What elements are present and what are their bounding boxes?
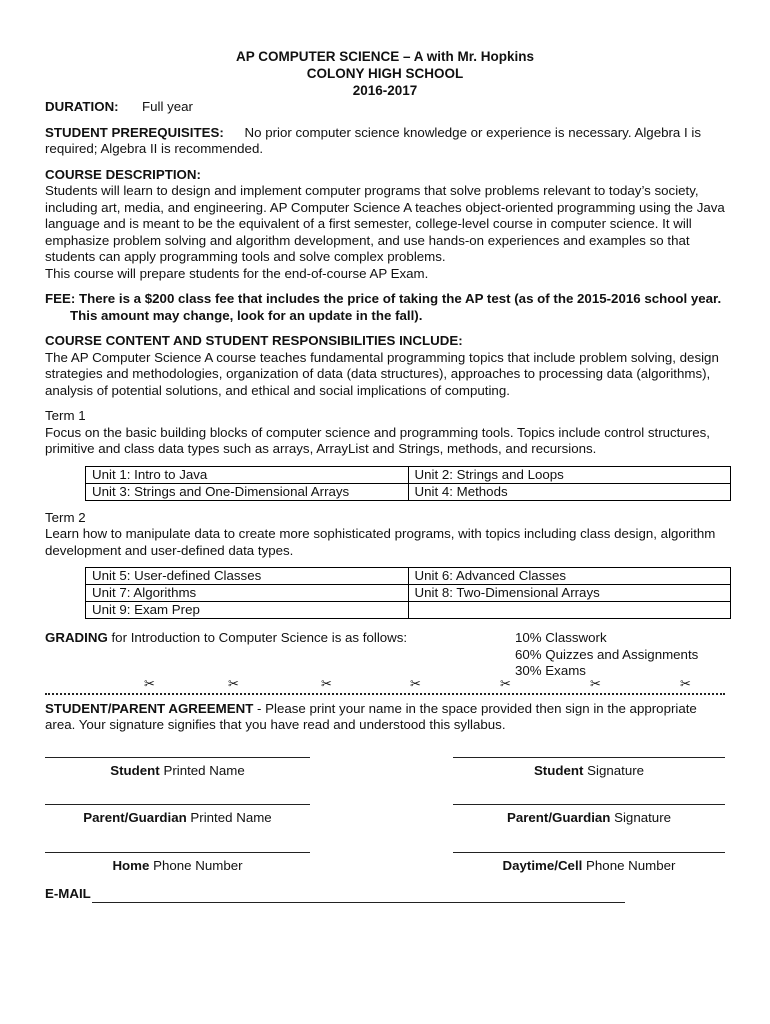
school-year: 2016-2017	[352, 83, 418, 98]
course-content-text: The AP Computer Science A course teaches fundamental programming topics that include problem solving, design strategies and methodologies, organization of data (data structures), approaches to processing data (algorithms), analysis of potential solutions, and ethical and social implications of computing.	[45, 349, 719, 398]
scissors-icon: ✂	[228, 675, 239, 691]
scissors-icon: ✂	[680, 675, 691, 691]
field-caption: Parent/Guardian Signature	[506, 810, 672, 825]
grading-statement	[45, 630, 407, 680]
duration-value: Full year	[142, 99, 193, 114]
cut-line	[45, 675, 725, 695]
unit-cell: Unit 9: Exam Prep	[86, 602, 409, 619]
table-row	[86, 585, 731, 602]
field-caption: Parent/Guardian Printed Name	[83, 810, 272, 825]
student-signature-row	[45, 746, 725, 780]
prerequisites-section	[45, 125, 725, 158]
signature-line[interactable]	[45, 793, 310, 805]
table-row	[86, 483, 731, 500]
field-caption: Student Printed Name	[110, 762, 245, 778]
table-row	[86, 466, 731, 483]
student-signature-field[interactable]	[453, 746, 725, 780]
agreement-label: STUDENT/PARENT AGREEMENT	[45, 700, 254, 716]
prerequisites-text: No prior computer science knowledge or experience is necessary. Algebra I is required; Algebra II is recommended.	[45, 124, 702, 156]
prerequisites-label: STUDENT PREREQUISITES:	[45, 124, 224, 140]
grading-item: 10% Classwork	[515, 630, 607, 645]
school-name: COLONY HIGH SCHOOL	[306, 66, 464, 81]
parent-signature-row	[45, 793, 725, 827]
table-row	[86, 602, 731, 619]
document-header	[45, 48, 725, 99]
phone-row	[45, 841, 725, 875]
grading-section	[45, 630, 725, 680]
description-text-2: This course will prepare students for the end-of-course AP Exam.	[45, 265, 429, 281]
term2-text: Learn how to manipulate data to create more sophisticated programs, with topics including class design, algorithm development and user-defined data types.	[45, 526, 716, 558]
grading-text: for Introduction to Computer Science is as follows:	[107, 630, 408, 645]
term1-text: Focus on the basic building blocks of computer science and programming tools. Topics include control structures, primitive and class data types such as arrays, ArrayList and Strings, methods, and recursions.	[45, 424, 710, 456]
scissors-icon: ✂	[144, 675, 155, 691]
home-phone-field[interactable]	[45, 841, 310, 875]
parent-signature-field[interactable]	[453, 793, 725, 827]
email-field[interactable]	[45, 886, 725, 903]
term1-label: Term 1	[45, 408, 86, 423]
unit-cell: Unit 3: Strings and One-Dimensional Arrays	[86, 483, 409, 500]
unit-cell: Unit 7: Algorithms	[86, 585, 409, 602]
course-content-label: COURSE CONTENT AND STUDENT RESPONSIBILITIES INCLUDE:	[45, 333, 463, 348]
term1-section	[45, 408, 725, 501]
signature-line[interactable]	[45, 746, 310, 758]
unit-cell: Unit 6: Advanced Classes	[408, 568, 731, 585]
syllabus-page	[45, 48, 725, 903]
course-content-section	[45, 333, 725, 399]
scissors-icon: ✂	[500, 675, 511, 691]
unit-cell: Unit 1: Intro to Java	[86, 466, 409, 483]
signature-line[interactable]	[45, 841, 310, 853]
cell-phone-field[interactable]	[453, 841, 725, 875]
field-caption: Student Signature	[533, 762, 645, 778]
description-text: Students will learn to design and implement computer programs that solve problems relevant to today’s society, including art, media, and engineering. AP Computer Science A teaches object-oriented programming using the Java language and is meant to be the equivalent of a first semester, college-level course in computer science. It will emphasize problem solving and algorithm development, and use hands-on experiences and examples so that students can apply programming tools and solve complex problems.	[45, 183, 725, 264]
duration-row	[45, 99, 725, 116]
description-section	[45, 167, 725, 283]
description-label: COURSE DESCRIPTION:	[45, 166, 201, 182]
scissors-icon: ✂	[590, 675, 601, 691]
unit-cell: Unit 5: User-defined Classes	[86, 568, 409, 585]
grading-label: GRADING	[45, 630, 108, 645]
email-label: E-MAIL	[45, 886, 91, 901]
scissors-icon: ✂	[321, 675, 332, 691]
signature-line[interactable]	[453, 746, 725, 758]
field-caption: Daytime/Cell Phone Number	[502, 857, 676, 873]
agreement-section	[45, 701, 725, 734]
field-caption: Home Phone Number	[112, 857, 243, 873]
term2-units-table	[85, 567, 731, 619]
grading-item: 60% Quizzes and Assignments	[515, 646, 699, 662]
signature-line[interactable]	[453, 793, 725, 805]
fee-notice: FEE: There is a $200 class fee that includes the price of taking the AP test (as of the 2015-2016 school year. This amount may change, look for an update in the fall).	[45, 291, 722, 323]
student-printed-name-field[interactable]	[45, 746, 310, 780]
unit-cell	[408, 602, 731, 619]
signature-line[interactable]	[453, 841, 725, 853]
scissors-icon: ✂	[410, 675, 421, 691]
agreement-text: - Please print your name in the space provided then sign in the appropriate area. Your signature signifies that you have read and understood this syllabus.	[45, 700, 697, 732]
parent-printed-name-field[interactable]	[45, 793, 310, 827]
term1-units-table	[85, 466, 731, 501]
course-title: AP COMPUTER SCIENCE – A with Mr. Hopkins	[235, 49, 535, 64]
duration-label: DURATION:	[45, 99, 119, 114]
grading-breakdown	[515, 630, 725, 680]
grading-item: 30% Exams	[515, 663, 586, 678]
unit-cell: Unit 4: Methods	[408, 483, 731, 500]
email-line[interactable]	[92, 892, 625, 903]
unit-cell: Unit 2: Strings and Loops	[408, 466, 731, 483]
term2-section	[45, 510, 725, 620]
unit-cell: Unit 8: Two-Dimensional Arrays	[408, 585, 731, 602]
table-row	[86, 568, 731, 585]
term2-label: Term 2	[45, 509, 86, 525]
